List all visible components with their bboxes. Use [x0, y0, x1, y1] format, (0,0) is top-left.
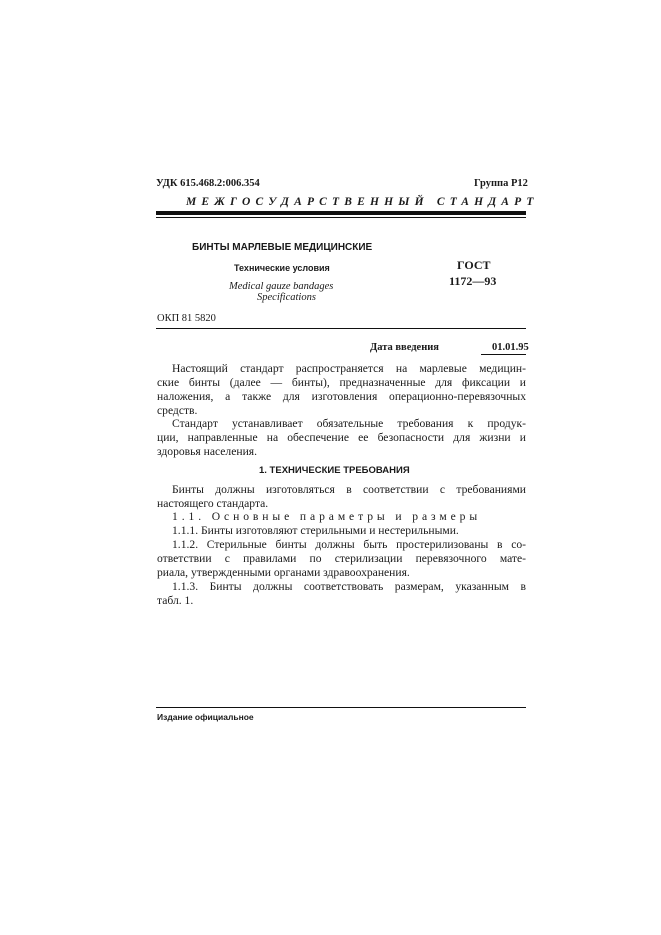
subsection-heading-text: 1.1. Основные параметры и размеры: [172, 510, 482, 523]
item-1-1-2-line: риала, утвержденными органами здравоохранения.: [157, 566, 410, 579]
item-1-1-2-line: ответствии с правилами по стерилизации перевязочного мате-: [157, 552, 526, 565]
standard-banner: МЕЖГОСУДАРСТВЕННЫЙ СТАНДАРТ: [186, 196, 539, 208]
footer-rule: [156, 707, 526, 708]
banner-rule-thick: [156, 211, 526, 215]
intro-line: средств.: [157, 404, 198, 417]
intro-date-value: 01.01.95: [492, 342, 529, 353]
item-1-1-1-text: 1.1.1. Бинты изготовляют стерильными и нестерильными.: [172, 524, 459, 537]
group-code: Группа Р12: [474, 178, 528, 189]
requirements-line: настоящего стандарта.: [157, 497, 269, 510]
official-edition-note: Издание официальное: [157, 712, 254, 722]
item-1-1-3-line: 1.1.3. Бинты должны соответствовать размерам, указанным в: [172, 580, 526, 593]
intro-date-label: Дата введения: [370, 342, 439, 353]
gost-number: 1172—93: [449, 274, 497, 288]
banner-rule-thin: [156, 217, 526, 218]
document-title: БИНТЫ МАРЛЕВЫЕ МЕДИЦИНСКИЕ: [192, 242, 373, 253]
title-block-rule: [156, 328, 526, 329]
requirements-line: Бинты должны изготовляться в соответствии с требованиями: [172, 483, 526, 496]
intro-line: ские бинты (далее — бинты), предназначенные для фиксации и: [157, 376, 526, 389]
udk-code: УДК 615.468.2:006.354: [156, 178, 260, 189]
intro-line: наложения, а также для изготовления операционно-перевязочных: [157, 390, 526, 403]
intro-date-underline: [481, 354, 526, 355]
title-english: Medical gauze bandages: [229, 281, 334, 292]
document-subtitle: Технические условия: [234, 263, 330, 273]
item-1-1-2-line: 1.1.2. Стерильные бинты должны быть простерилизованы в со-: [172, 538, 526, 551]
intro-line: Настоящий стандарт распространяется на марлевые медицин-: [172, 362, 526, 375]
subtitle-english: Specifications: [257, 292, 316, 303]
gost-label: ГОСТ: [457, 258, 491, 272]
okp-code: ОКП 81 5820: [157, 313, 216, 324]
scope-line: здоровья населения.: [157, 445, 258, 458]
scope-line: Стандарт устанавливает обязательные требования к продук-: [172, 417, 526, 430]
section-heading: 1. ТЕХНИЧЕСКИЕ ТРЕБОВАНИЯ: [259, 465, 410, 476]
scope-line: ции, направленные на обеспечение ее безопасности для жизни и: [157, 431, 526, 444]
item-1-1-3-line: табл. 1.: [157, 594, 194, 607]
